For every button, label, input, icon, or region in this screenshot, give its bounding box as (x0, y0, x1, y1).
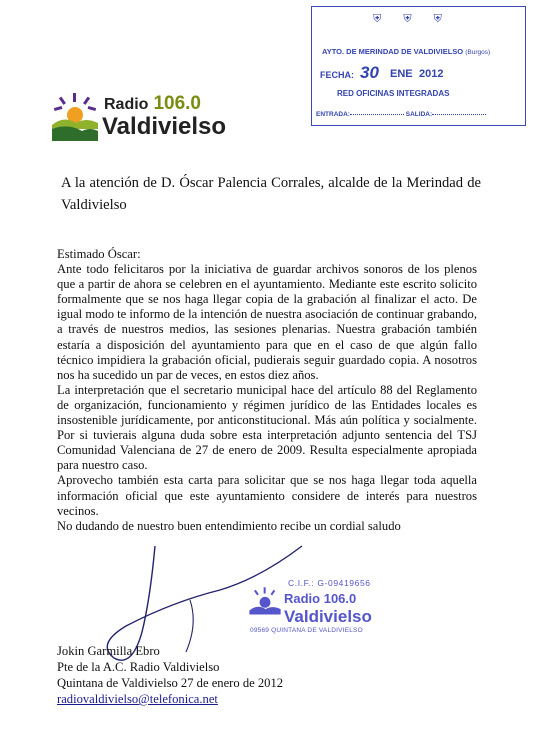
stamp-org-name: AYTO. DE MERINDAD DE VALDIVIELSO (322, 47, 464, 56)
stamp-date-day: 30 (360, 63, 379, 82)
logo-line2: Valdivielso (102, 113, 227, 140)
stamp-province: (Burgos) (465, 49, 491, 56)
signer-role: Pte de la A.C. Radio Valdivielso (57, 660, 220, 674)
stamp-date-year: 2012 (419, 68, 444, 80)
signature-block (57, 643, 283, 707)
logo-radio-word: Radio (104, 96, 149, 113)
stamp-network: RED OFICINAS INTEGRADAS (337, 89, 450, 98)
email-link[interactable]: radiovaldivielso@telefonica.net (57, 692, 218, 706)
registration-stamp (311, 6, 526, 126)
association-seal (248, 576, 418, 636)
stamp-organization (322, 47, 490, 56)
logo-line1 (104, 93, 201, 115)
stamp-entry-label: ENTRADA: (316, 111, 350, 118)
place-date: Quintana de Valdivielso 27 de enero de 2012 (57, 676, 284, 690)
coat-of-arms-icons: ⛨⛨⛨ (373, 13, 464, 25)
sun-over-hills-icon (52, 91, 98, 141)
stamp-date-month: ENE (390, 68, 413, 80)
letter-body (57, 247, 477, 534)
seal-address: 09569 QUINTANA DE VALDIVIELSO (250, 627, 363, 634)
radio-logo (52, 91, 232, 147)
salutation: Estimado Óscar: (57, 247, 141, 261)
signer-name: Jokin Garmilla Ebro (57, 644, 160, 658)
seal-line2: Valdivielso (284, 607, 372, 626)
stamp-date-label: FECHA: (320, 70, 354, 80)
paragraph-1: Ante todo felicitaros por la iniciativa de guardar archivos sonoros de los plenos que a partir de ahora se celebren en el ayuntamiento. Mediante este escrito solicito formalmente que se nos haga llegar copia de la grabación al finalizar el acto. De igual modo te informo de la intención de nuestra asociación de continuar grabando, a través de nuestros medios, las sesiones plenarias. Nuestra grabación también estaría a disposición del ayuntamiento para que en el caso de que algún fallo técnico impidiera la grabación oficial, pudierais seguir guardado copia. A nosotros nos ha sucedido un par de veces, en estos diez años. (57, 262, 478, 382)
seal-cif: C.I.F.: G-09419656 (288, 578, 371, 588)
seal-line1: Radio 106.0 (284, 591, 357, 606)
stamp-exit-label: SALIDA: (405, 111, 433, 118)
closing-line: No dudando de nuestro buen entendimiento recibe un cordial saludo (57, 518, 401, 533)
paragraph-3: Aprovecho también esta carta para solicitar que se nos haga llegar toda aquella información oficial que este ayuntamiento considere de interés para nuestros vecinos. (57, 473, 477, 518)
logo-frequency: 106.0 (153, 93, 201, 114)
paragraph-2: La interpretación que el secretario municipal hace del artículo 88 del Reglamento de organización, funcionamiento y régimen jurídico de las Entidades locales es insostenible jurídicamente, por anticonstitucional. Más aún política y socialmente. Por si tuvierais alguna duda sobre esta interpretación adjunto sentencia del TSJ Comunidad Valenciana de 27 de enero de 2009. Resulta especialmente apropiada para nuestro caso. (57, 382, 477, 473)
sun-over-hills-icon (248, 586, 282, 620)
addressee-line: A la atención de D. Óscar Palencia Corrales, alcalde de la Merindad de Valdivielso (61, 175, 481, 213)
stamp-entry-exit-row (316, 111, 521, 118)
